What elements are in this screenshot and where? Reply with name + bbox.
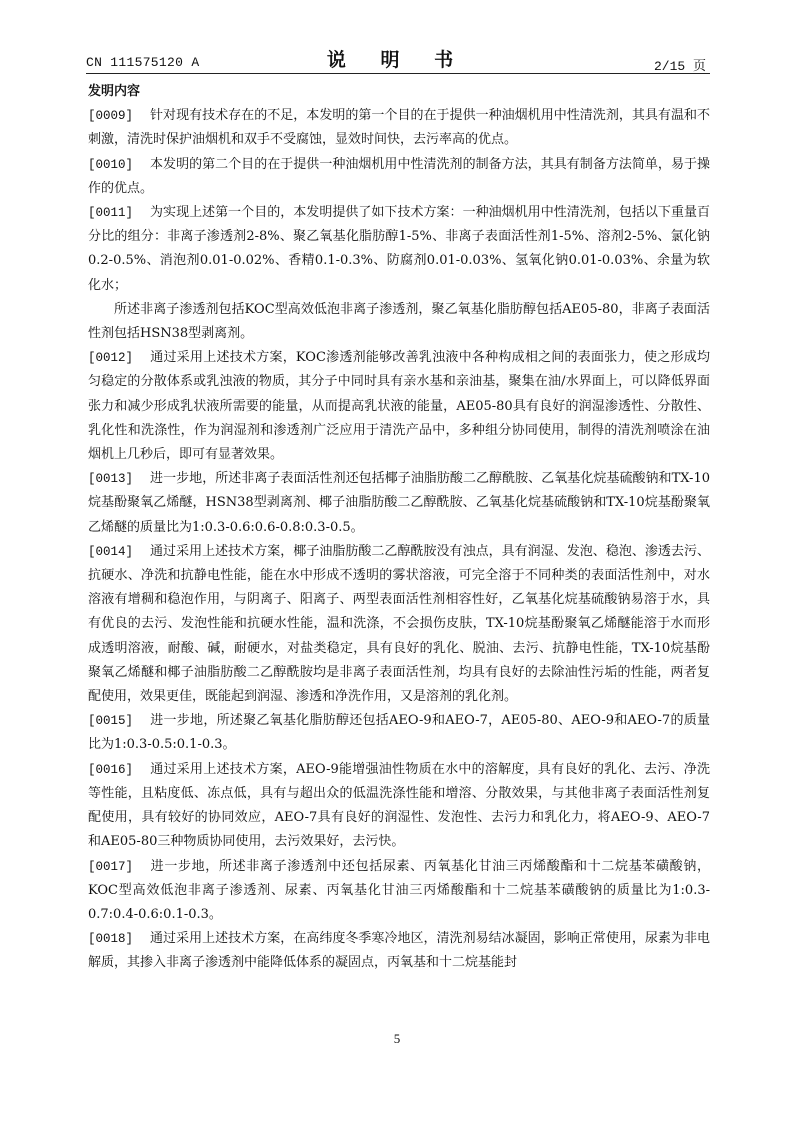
doc-number: CN 111575120 A <box>86 55 200 70</box>
paragraph <box>88 298 710 346</box>
doc-title: 说 明 书 <box>326 49 468 71</box>
paragraph-number: [0011] <box>88 206 134 221</box>
document-body <box>88 80 710 976</box>
paragraph <box>88 467 710 540</box>
paragraph-text: 通过采用上述技术方案，AEO-9能增强油性物质在水中的溶解度，具有良好的乳化、去污、净洗等性能，且粘度低、冻点低，具有与超出众的低温洗涤性能和增溶、分散效果，与其他非离子表面活性剂复配使用，具有较好的协同效应，AEO-7具有良好的润湿性、发泡性、去污力和乳化力，将AEO-9、AEO-7和AE05-80三种物质协同使用，去污效果好，去污快。 <box>88 761 710 850</box>
paragraph-text: 进一步地，所述非离子表面活性剂还包括椰子油脂肪酸二乙醇酰胺、乙氧基化烷基硫酸钠和TX-10烷基酚聚氧乙烯醚，HSN38型剥离剂、椰子油脂肪酸二乙醇酰胺、乙氧基化烷基硫酸钠和TX-10烷基酚聚氧乙烯醚的质量比为1:0.3-0.6:0.6-0.8:0.3-0.5。 <box>88 471 710 535</box>
paragraph <box>88 709 710 757</box>
paragraph-number: [0015] <box>88 714 134 729</box>
paragraph <box>88 104 710 152</box>
paragraph-number: [0016] <box>88 762 134 777</box>
paragraph-number: [0017] <box>88 859 134 874</box>
paragraph-number: [0012] <box>88 351 134 366</box>
paragraph-list <box>88 104 710 975</box>
paragraph-number: [0018] <box>88 932 134 947</box>
paragraph <box>88 927 710 975</box>
paragraph <box>88 758 710 855</box>
page-info: 2/15 页 <box>653 59 706 74</box>
paragraph-text: 针对现有技术存在的不足，本发明的第一个目的在于提供一种油烟机用中性清洗剂，其具有温和不刺激，清洗时保护油烟机和双手不受腐蚀，显效时间快，去污率高的优点。 <box>88 108 710 148</box>
paragraph-number: [0010] <box>88 157 134 172</box>
paragraph-text: 进一步地，所述非离子渗透剂中还包括尿素、丙氧基化甘油三丙烯酸酯和十二烷基苯磺酸钠，KOC型高效低泡非离子渗透剂、尿素、丙氧基化甘油三丙烯酸酯和十二烷基苯磺酸钠的质量比为1:0.3-0.7:0.4-0.6:0.1-0.3。 <box>88 858 710 922</box>
paragraph <box>88 540 710 709</box>
paragraph-text: 本发明的第二个目的在于提供一种油烟机用中性清洗剂的制备方法，其具有制备方法简单，易于操作的优点。 <box>88 156 710 196</box>
paragraph-text: 进一步地，所述聚乙氧基化脂肪醇还包括AEO-9和AEO-7，AE05-80、AEO-9和AEO-7的质量比为1:0.3-0.5:0.1-0.3。 <box>88 713 710 753</box>
paragraph <box>88 153 710 201</box>
paragraph <box>88 201 710 298</box>
paragraph <box>88 855 710 928</box>
paragraph-text: 通过采用上述技术方案，在高纬度冬季寒冷地区，清洗剂易结冰凝固，影响正常使用，尿素为非电解质，其掺入非离子渗透剂中能降低体系的凝固点，丙氧基和十二烷基能封 <box>88 931 710 971</box>
page-number: 5 <box>393 1031 401 1046</box>
paragraph <box>88 346 710 467</box>
paragraph-number: [0014] <box>88 544 134 559</box>
paragraph-text: 通过采用上述技术方案，KOC渗透剂能够改善乳浊液中各种构成相之间的表面张力，使之形成均匀稳定的分散体系或乳浊液的物质，其分子中同时具有亲水基和亲油基，聚集在油/水界面上，可以降低界面张力和减少形成乳状液所需要的能量，从而提高乳状液的能量，AE05-80具有良好的润湿渗透性、分散性、乳化性和洗涤性，作为润湿剂和渗透剂广泛应用于清洗产品中，多种组分协同使用，制得的清洗剂喷涂在油烟机上几秒后，即可有显著效果。 <box>88 350 710 463</box>
paragraph-number: [0009] <box>88 109 134 124</box>
paragraph-text: 所述非离子渗透剂包括KOC型高效低泡非离子渗透剂，聚乙氧基化脂肪醇包括AE05-80，非离子表面活性剂包括HSN38型剥离剂。 <box>88 301 710 342</box>
header-divider <box>86 73 710 74</box>
paragraph-text: 通过采用上述技术方案，椰子油脂肪酸二乙醇酰胺没有浊点，具有润湿、发泡、稳泡、渗透去污、抗硬水、净洗和抗静电性能，能在水中形成不透明的雾状溶液，可完全溶于不同种类的表面活性剂中，对水溶液有增稠和稳泡作用，与阴离子、阳离子、两型表面活性剂相容性好，乙氧基化烷基硫酸钠易溶于水，具有优良的去污、发泡性能和抗硬水性能，温和洗涤，不会损伤皮肤，TX-10烷基酚聚氧乙烯醚能溶于水而形成透明溶液，耐酸、碱，耐硬水，对盐类稳定，具有良好的乳化、脱油、去污、抗静电性能，TX-10烷基酚聚氧乙烯醚和椰子油脂肪酸二乙醇酰胺均是非离子表面活性剂，均具有良好的去除油性污垢的性能，两者复配使用，效果更佳，既能起到润湿、渗透和净洗作用，又是溶剂的乳化剂。 <box>88 543 710 705</box>
paragraph-text: 为实现上述第一个目的，本发明提供了如下技术方案：一种油烟机用中性清洗剂，包括以下重量百分比的组分：非离子渗透剂2-8%、聚乙氧基化脂肪醇1-5%、非离子表面活性剂1-5%、溶剂2-5%、氯化钠0.2-0.5%、消泡剂0.01-0.02%、香精0.1-0.3%、防腐剂0.01-0.03%、氢氧化钠0.01-0.03%、余量为软化水； <box>88 205 710 293</box>
section-heading: 发明内容 <box>88 84 141 99</box>
paragraph-number: [0013] <box>88 472 134 487</box>
